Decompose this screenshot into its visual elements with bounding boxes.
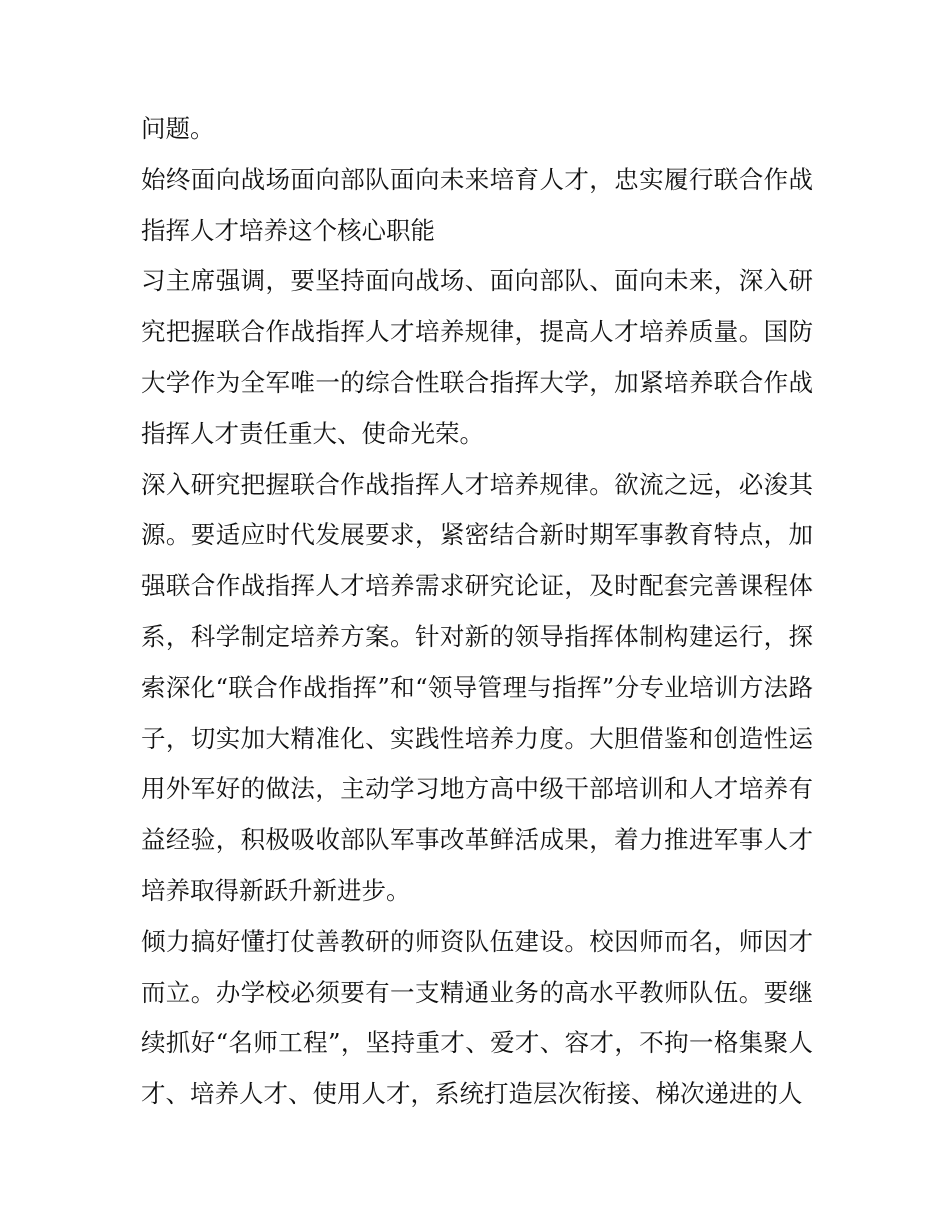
section-heading: 始终面向战场面向部队面向未来培育人才，忠实履行联合作战指挥人才培养这个核心职能 [141, 164, 813, 245]
paragraph-continuation: 问题。 [141, 114, 215, 143]
document-body [141, 104, 813, 1120]
paragraph-training-rules: 深入研究把握联合作战指挥人才培养规律。欲流之远，必浚其源。要适应时代发展要求，紧密结合新时期军事教育特点，加强联合作战指挥人才培养需求研究论证，及时配套完善课程体系，科学制定培养方案。针对新的领导指挥体制构建运行，探索深化“联合作战指挥”和“领导管理与指挥”分专业培训方法路子，切实加大精准化、实践性培养力度。大胆借鉴和创造性运用外军好的做法，主动学习地方高中级干部培训和人才培养有益经验，积极吸收部队军事改革鲜活成果，着力推进军事人才培养取得新跃升新进步。 [141, 469, 813, 905]
paragraph-intro: 习主席强调，要坚持面向战场、面向部队、面向未来，深入研究把握联合作战指挥人才培养规律，提高人才培养质量。国防大学作为全军唯一的综合性联合指挥大学，加紧培养联合作战指挥人才责任重大、使命光荣。 [141, 266, 813, 448]
paragraph-faculty: 倾力搞好懂打仗善教研的师资队伍建设。校因师而名，师因才而立。办学校必须要有一支精通业务的高水平教师队伍。要继续抓好“名师工程”，坚持重才、爱才、容才，不拘一格集聚人才、培养人才、使用人才，系统打造层次衔接、梯次递进的人 [141, 926, 813, 1109]
